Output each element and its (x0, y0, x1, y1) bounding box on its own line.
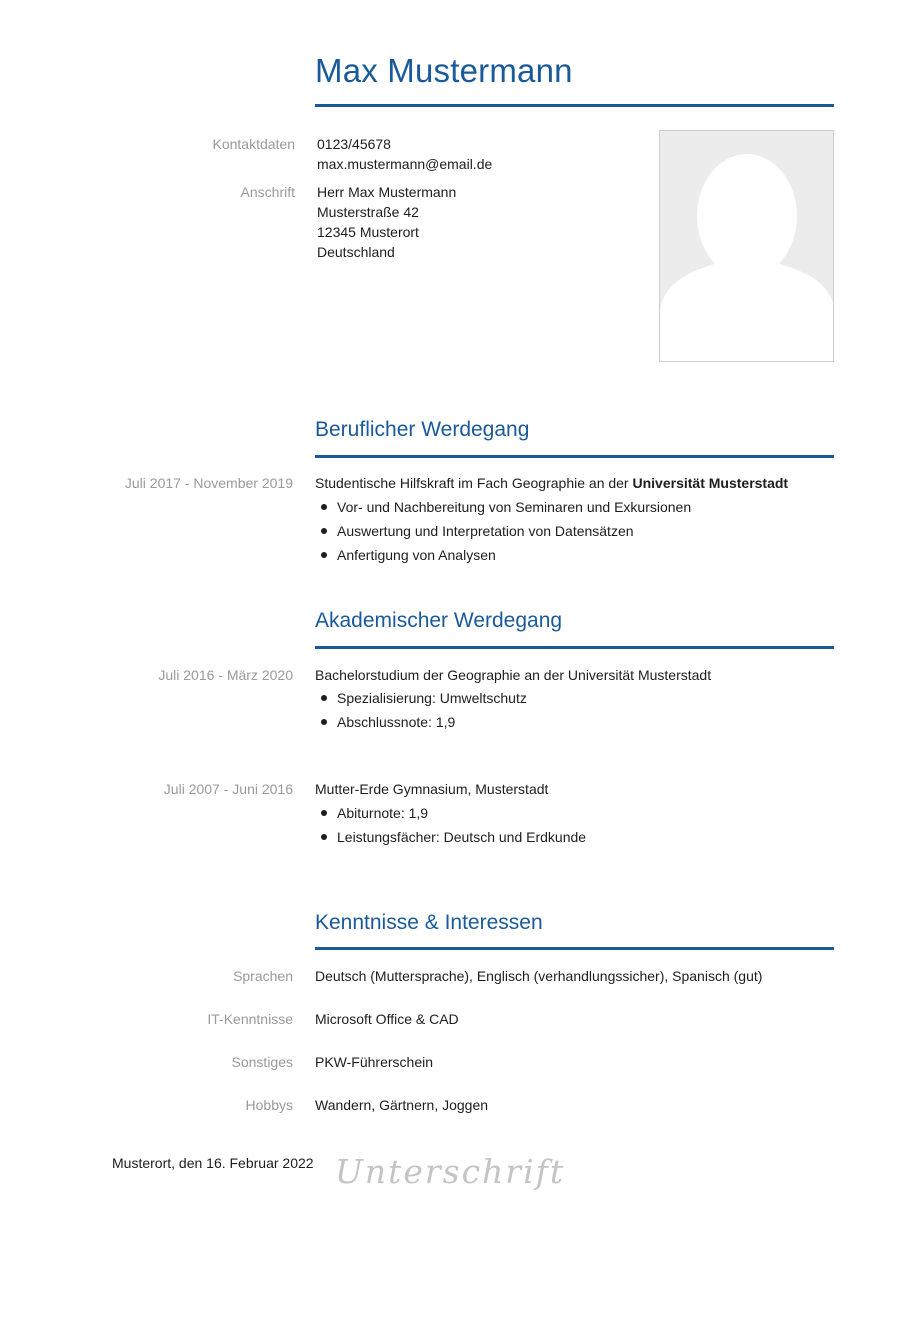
address-line: Deutschland (317, 244, 395, 260)
section-title-academic: Akademischer Werdegang (315, 609, 563, 632)
career-description-text: Studentische Hilfskraft im Fach Geographie an der (315, 475, 633, 491)
career-institution: Universität Musterstadt (632, 475, 789, 491)
skill-label: IT-Kenntnisse (207, 1011, 293, 1027)
skill-value: Microsoft Office & CAD (315, 1011, 459, 1027)
academic-bullet-list (315, 686, 527, 734)
title-divider (315, 104, 834, 107)
academic-bullet-list (315, 801, 586, 849)
phone-number: 0123/45678 (317, 136, 391, 152)
academic-period: Juli 2016 - März 2020 (158, 667, 293, 683)
list-item: Anfertigung von Analysen (315, 543, 691, 567)
address-label: Anschrift (240, 184, 295, 200)
list-item: Abiturnote: 1,9 (315, 801, 586, 825)
skill-value: Wandern, Gärtnern, Joggen (315, 1097, 489, 1113)
skill-label: Sprachen (233, 968, 293, 984)
signature: Unterschrift (335, 1152, 566, 1191)
profile-photo (659, 130, 834, 362)
address-line: Herr Max Mustermann (317, 184, 457, 200)
skill-label: Sonstiges (231, 1054, 293, 1070)
list-item: Vor- und Nachbereitung von Seminaren und Exkursionen (315, 495, 691, 519)
page-title: Max Mustermann (315, 52, 573, 89)
skill-value: Deutsch (Muttersprache), Englisch (verhandlungssicher), Spanisch (gut) (315, 968, 763, 984)
address-block (317, 182, 456, 262)
career-description (315, 473, 788, 493)
skill-label: Hobbys (245, 1097, 293, 1113)
academic-period: Juli 2007 - Juni 2016 (163, 781, 293, 797)
list-item: Abschlussnote: 1,9 (315, 710, 527, 734)
skill-value: PKW-Führerschein (315, 1054, 434, 1070)
career-bullet-list (315, 495, 691, 567)
list-item: Auswertung und Interpretation von Datensätzen (315, 519, 691, 543)
contact-label: Kontaktdaten (212, 136, 295, 152)
academic-description: Bachelorstudium der Geographie an der Universität Musterstadt (315, 667, 712, 683)
section-divider (315, 947, 834, 950)
career-period: Juli 2017 - November 2019 (124, 475, 293, 491)
section-title-skills: Kenntnisse & Interessen (315, 911, 543, 934)
place-date: Musterort, den 16. Februar 2022 (112, 1155, 314, 1171)
avatar-placeholder-icon (660, 131, 834, 362)
list-item: Leistungsfächer: Deutsch und Erdkunde (315, 825, 586, 849)
academic-description: Mutter-Erde Gymnasium, Musterstadt (315, 781, 549, 797)
section-title-career: Beruflicher Werdegang (315, 418, 530, 441)
section-divider (315, 455, 834, 458)
section-divider (315, 646, 834, 649)
email-address: max.mustermann@email.de (317, 156, 493, 172)
address-line: Musterstraße 42 (317, 204, 419, 220)
address-line: 12345 Musterort (317, 224, 419, 240)
list-item: Spezialisierung: Umweltschutz (315, 686, 527, 710)
